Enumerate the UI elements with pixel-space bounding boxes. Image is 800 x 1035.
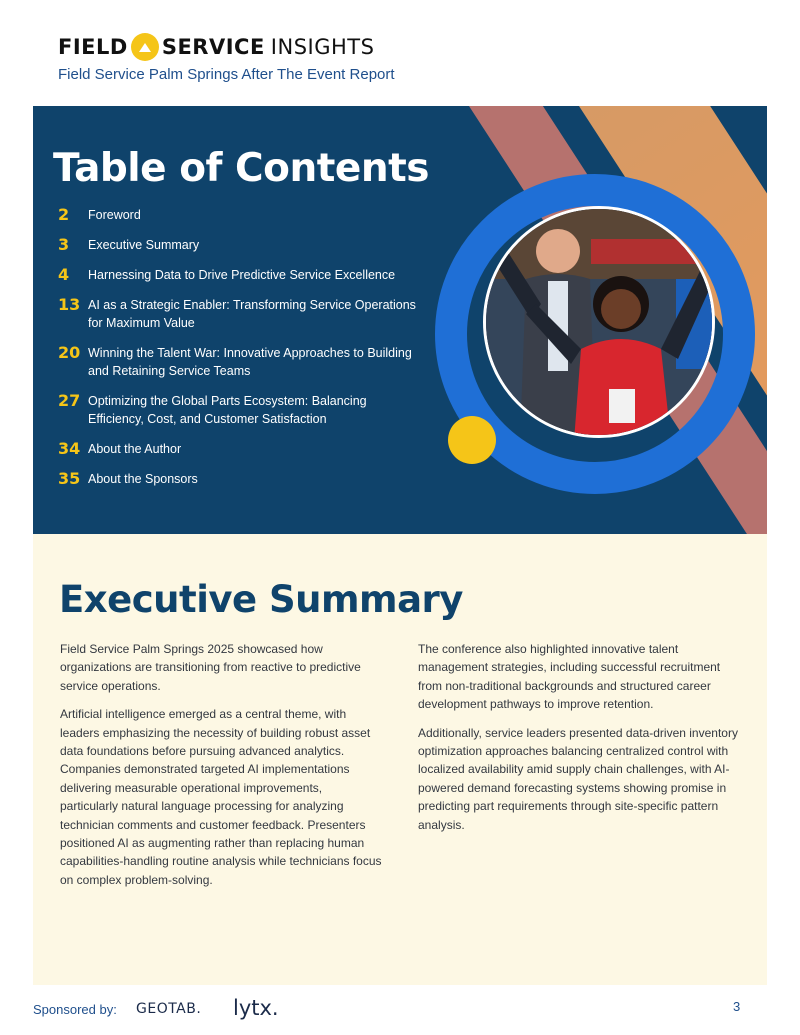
toc-item[interactable]: [58, 470, 418, 488]
toc-label: AI as a Strategic Enabler: Transforming Service Operations for Maximum Value: [88, 298, 416, 330]
summary-paragraph: Additionally, service leaders presented data-driven inventory optimization approaches balancing centralized control with localized availability amid supply chain challenges, with AI-powered demand forecasting systems showing promise in predicting part requirements through site-specific pattern analysis.: [418, 725, 738, 832]
toc-page-number: 3: [58, 235, 70, 254]
toc-page-number: 27: [58, 391, 81, 410]
toc-label: Executive Summary: [88, 238, 200, 252]
toc-title: Table of Contents: [53, 146, 429, 191]
executive-summary-section: [33, 534, 767, 985]
summary-column-right: [418, 640, 740, 844]
toc-page-number: 2: [58, 205, 70, 224]
summary-paragraph: Field Service Palm Springs 2025 showcased how organizations are transitioning from reactive to predictive service operations.: [60, 642, 361, 693]
toc-page-number: 34: [58, 439, 81, 458]
decorative-yellow-dot: [448, 416, 496, 464]
event-attendees-photo: [483, 206, 715, 438]
page-number: 3: [733, 999, 741, 1014]
brand-logo-wordmark: [58, 30, 374, 64]
brand-word-field: FIELD: [58, 35, 128, 59]
geotab-logo: GEOTAB.: [136, 1001, 202, 1017]
report-title: Field Service Palm Springs After The Event Report: [58, 66, 395, 83]
toc-section: [33, 106, 767, 534]
brand-word-service: SERVICE: [161, 35, 265, 59]
toc-item[interactable]: [58, 392, 418, 428]
toc-label: Harnessing Data to Drive Predictive Service Excellence: [88, 268, 396, 282]
summary-paragraph: Artificial intelligence emerged as a central theme, with leaders emphasizing the necessity of building robust asset data foundations before pursuing advanced analytics. Companies demonstrated targeted AI implementations delivering measurable operational improvements, particularly natural language processing for analyzing technician comments and customer feedback. Presenters positioned AI as augmenting rather than replacing human capabilities-handling routine analysis while technicians focus on complex problem-solving.: [60, 707, 382, 887]
toc-list: [58, 206, 418, 500]
lytx-logo: lytx.: [233, 996, 279, 1020]
toc-label: Optimizing the Global Parts Ecosystem: Balancing Efficiency, Cost, and Customer Satisfaction: [88, 394, 367, 426]
toc-label: About the Author: [88, 442, 182, 456]
toc-page-number: 13: [58, 295, 81, 314]
photo-illustration: [486, 209, 715, 438]
toc-item[interactable]: [58, 296, 418, 332]
toc-page-number: 20: [58, 343, 81, 362]
summary-paragraph: The conference also highlighted innovative talent management strategies, including successful recruitment from non-traditional backgrounds and structured career development pathways to improve retention.: [418, 642, 721, 712]
brand-word-insights: INSIGHTS: [270, 35, 375, 59]
toc-label: Foreword: [88, 208, 141, 222]
toc-item[interactable]: [58, 206, 418, 224]
toc-item[interactable]: [58, 344, 418, 380]
toc-label: About the Sponsors: [88, 472, 198, 486]
brand-triangle-icon: [131, 33, 159, 61]
toc-page-number: 35: [58, 469, 81, 488]
executive-summary-title: Executive Summary: [59, 578, 463, 621]
toc-label: Winning the Talent War: Innovative Approaches to Building and Retaining Service Teams: [88, 346, 412, 378]
sponsored-label: Sponsored by:: [33, 1002, 117, 1017]
toc-page-number: 4: [58, 265, 70, 284]
toc-item[interactable]: [58, 440, 418, 458]
toc-item[interactable]: [58, 266, 418, 284]
summary-column-left: [60, 640, 382, 899]
toc-item[interactable]: [58, 236, 418, 254]
